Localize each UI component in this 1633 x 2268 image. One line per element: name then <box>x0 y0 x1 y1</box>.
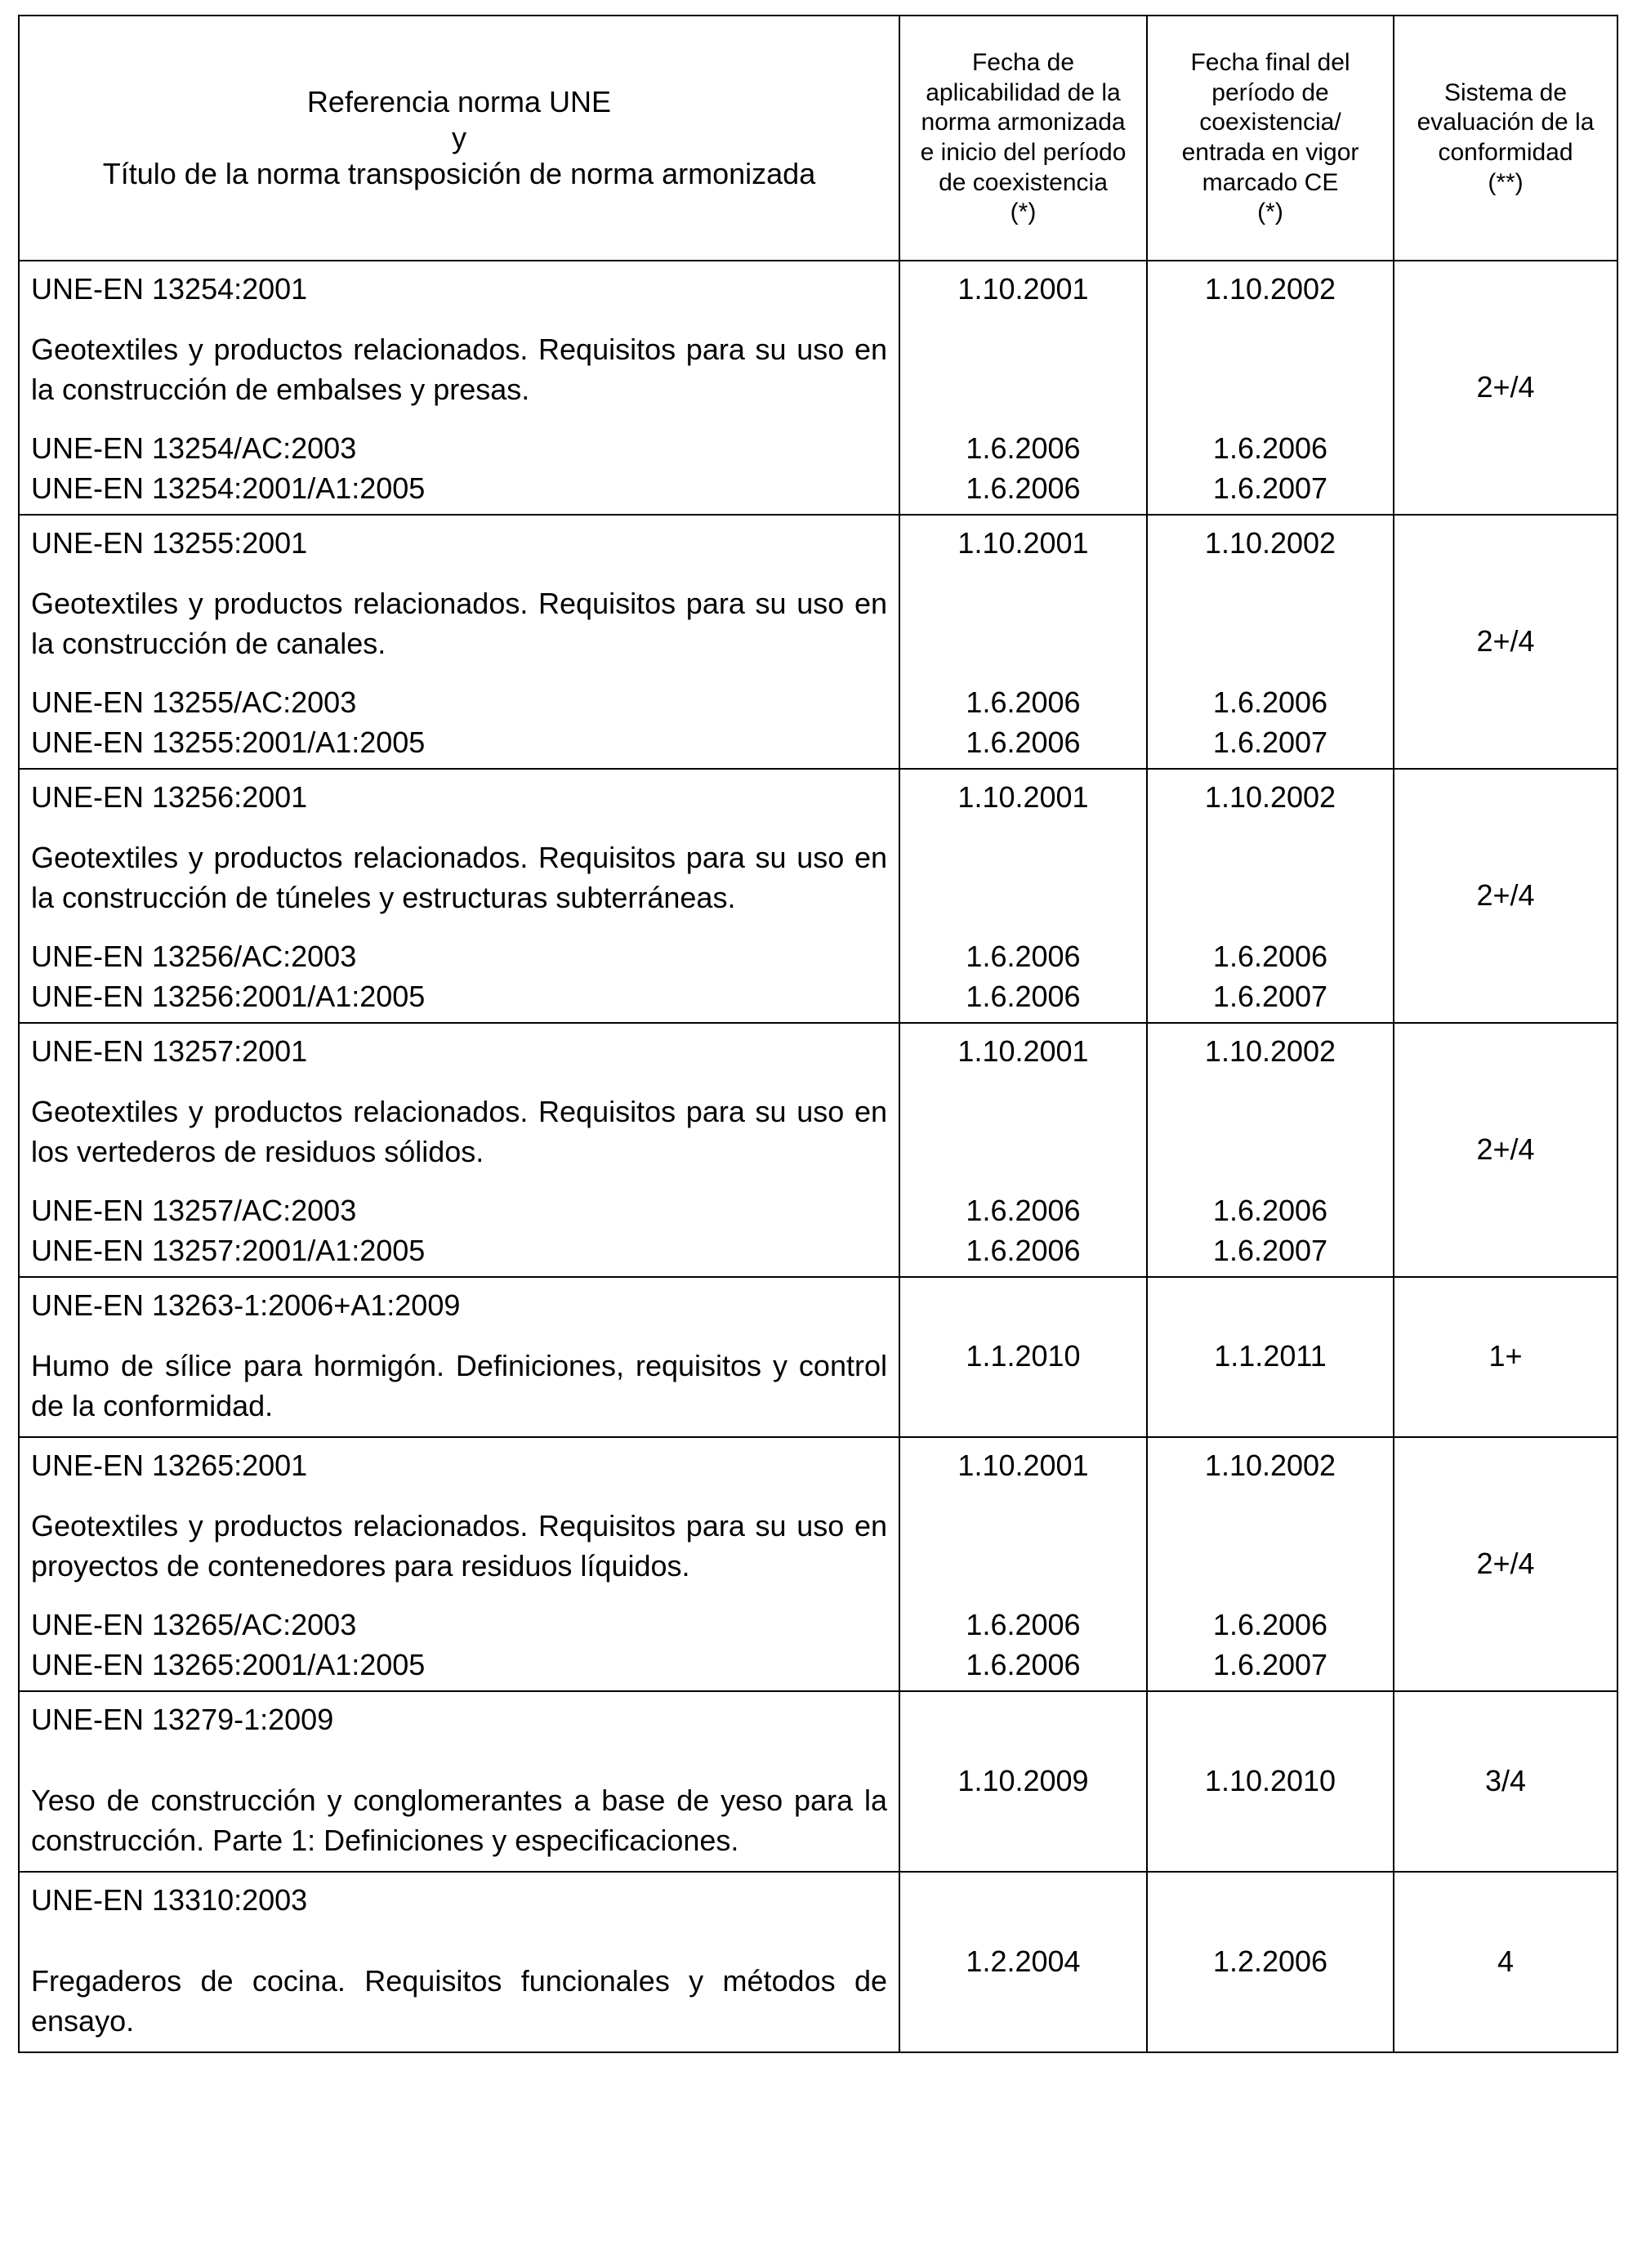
table-row <box>19 1691 1617 1872</box>
standard-ref: UNE-EN 13257:2001 <box>31 1034 308 1068</box>
amendment-ref: UNE-EN 13265/AC:2003 <box>31 1607 357 1641</box>
start-date: 1.10.2001 <box>957 1034 1089 1068</box>
standard-title: Humo de sílice para hormigón. Definiciones, requisitos y control de la conformidad. <box>31 1349 887 1422</box>
reference-cell <box>19 769 899 1023</box>
start-date: 1.10.2009 <box>899 1691 1147 1872</box>
amendment-start-date: 1.6.2006 <box>966 431 1081 465</box>
amendment-end-date: 1.6.2007 <box>1212 471 1328 505</box>
amendment-start-date: 1.6.2006 <box>966 980 1081 1013</box>
standard-ref: UNE-EN 13279-1:2009 <box>31 1702 334 1736</box>
end-date-cell <box>1147 515 1394 769</box>
start-date-cell <box>899 261 1147 515</box>
amendment-ref: UNE-EN 13255:2001/A1:2005 <box>31 725 426 759</box>
amendment-start-date: 1.6.2006 <box>966 1234 1081 1267</box>
start-date: 1.10.2001 <box>957 1448 1089 1482</box>
header-conformity-system: Sistema de evaluación de la conformidad (**) <box>1394 16 1617 261</box>
amendment-ref: UNE-EN 13265:2001/A1:2005 <box>31 1647 426 1681</box>
end-date: 1.1.2011 <box>1147 1277 1394 1437</box>
amendment-ref: UNE-EN 13254:2001/A1:2005 <box>31 471 426 505</box>
amendment-ref: UNE-EN 13255/AC:2003 <box>31 685 357 719</box>
standard-ref: UNE-EN 13265:2001 <box>31 1448 308 1482</box>
start-date-cell <box>899 769 1147 1023</box>
amendment-start-date: 1.6.2006 <box>966 685 1081 719</box>
end-date-cell <box>1147 1437 1394 1691</box>
table-row <box>19 769 1617 1023</box>
amendment-end-date: 1.6.2006 <box>1212 1194 1328 1227</box>
start-date-cell <box>899 515 1147 769</box>
conformity-system: 3/4 <box>1394 1691 1617 1872</box>
amendment-start-date: 1.6.2006 <box>966 1194 1081 1227</box>
header-reference <box>19 16 899 261</box>
reference-cell <box>19 261 899 515</box>
standard-ref: UNE-EN 13310:2003 <box>31 1882 308 1917</box>
amendment-end-date: 1.6.2006 <box>1212 940 1328 973</box>
table-row <box>19 515 1617 769</box>
reference-cell <box>19 1023 899 1277</box>
reference-cell <box>19 1691 899 1872</box>
end-date: 1.2.2006 <box>1147 1872 1394 2052</box>
conformity-system: 2+/4 <box>1394 769 1617 1023</box>
amendment-start-date: 1.6.2006 <box>966 1607 1081 1641</box>
end-date: 1.10.2002 <box>1204 526 1336 560</box>
amendment-ref: UNE-EN 13256/AC:2003 <box>31 940 357 973</box>
header-applicability-date: Fecha de aplicabilidad de la norma armonizada e inicio del período de coexistencia (*) <box>899 16 1147 261</box>
amendment-end-date: 1.6.2007 <box>1212 980 1328 1013</box>
start-date: 1.10.2001 <box>957 272 1089 306</box>
standard-title: Geotextiles y productos relacionados. Requisitos para su uso en proyectos de contenedores para residuos líquidos. <box>31 1508 887 1583</box>
amendment-end-date: 1.6.2007 <box>1212 725 1328 759</box>
conformity-system: 2+/4 <box>1394 515 1617 769</box>
conformity-system: 2+/4 <box>1394 261 1617 515</box>
amendment-ref: UNE-EN 13256:2001/A1:2005 <box>31 980 426 1013</box>
header-ref-line1: Referencia norma UNE <box>306 85 612 119</box>
amendment-ref: UNE-EN 13257/AC:2003 <box>31 1194 357 1227</box>
end-date: 1.10.2002 <box>1204 780 1336 814</box>
end-date: 1.10.2002 <box>1204 1448 1336 1482</box>
conformity-system: 2+/4 <box>1394 1023 1617 1277</box>
end-date: 1.10.2002 <box>1204 1034 1336 1068</box>
amendment-end-date: 1.6.2007 <box>1212 1234 1328 1267</box>
amendment-ref: UNE-EN 13254/AC:2003 <box>31 431 357 465</box>
start-date: 1.10.2001 <box>957 526 1089 560</box>
standard-ref: UNE-EN 13263-1:2006+A1:2009 <box>31 1288 461 1322</box>
standard-title: Fregaderos de cocina. Requisitos funcionales y métodos de ensayo. <box>31 1963 887 2038</box>
reference-cell <box>19 515 899 769</box>
standard-title: Geotextiles y productos relacionados. Requisitos para su uso en la construcción de túneles y estructuras subterráneas. <box>31 841 887 914</box>
header-ref-line3: Título de la norma transposición de norma armonizada <box>102 156 816 190</box>
table-row <box>19 1023 1617 1277</box>
reference-cell <box>19 1872 899 2052</box>
end-date-cell <box>1147 261 1394 515</box>
table-row <box>19 261 1617 515</box>
start-date: 1.10.2001 <box>957 780 1089 814</box>
standard-ref: UNE-EN 13255:2001 <box>31 526 308 560</box>
header-end-coexistence-date: Fecha final del período de coexistencia/ entrada en vigor marcado CE (*) <box>1147 16 1394 261</box>
conformity-system: 2+/4 <box>1394 1437 1617 1691</box>
end-date: 1.10.2002 <box>1204 272 1336 306</box>
start-date-cell <box>899 1437 1147 1691</box>
amendment-end-date: 1.6.2006 <box>1212 685 1328 719</box>
conformity-system: 4 <box>1394 1872 1617 2052</box>
start-date-cell <box>899 1023 1147 1277</box>
standard-title: Geotextiles y productos relacionados. Requisitos para su uso en la construcción de embalses y presas. <box>31 333 887 406</box>
table-row <box>19 1277 1617 1437</box>
amendment-start-date: 1.6.2006 <box>966 1647 1081 1681</box>
conformity-system: 1+ <box>1394 1277 1617 1437</box>
amendment-start-date: 1.6.2006 <box>966 725 1081 759</box>
amendment-end-date: 1.6.2006 <box>1212 431 1328 465</box>
header-ref-line2: y <box>452 121 466 155</box>
amendment-start-date: 1.6.2006 <box>966 940 1081 973</box>
standard-ref: UNE-EN 13254:2001 <box>31 272 308 306</box>
reference-cell <box>19 1277 899 1437</box>
amendment-end-date: 1.6.2007 <box>1212 1647 1328 1681</box>
amendment-ref: UNE-EN 13257:2001/A1:2005 <box>31 1234 426 1267</box>
standard-title: Geotextiles y productos relacionados. Requisitos para su uso en la construcción de canales. <box>31 587 887 660</box>
amendment-start-date: 1.6.2006 <box>966 471 1081 505</box>
standards-table <box>18 15 1618 2053</box>
standard-ref: UNE-EN 13256:2001 <box>31 780 308 814</box>
start-date: 1.1.2010 <box>899 1277 1147 1437</box>
amendment-end-date: 1.6.2006 <box>1212 1607 1328 1641</box>
end-date: 1.10.2010 <box>1147 1691 1394 1872</box>
table-row <box>19 1872 1617 2052</box>
reference-cell <box>19 1437 899 1691</box>
standard-title: Geotextiles y productos relacionados. Requisitos para su uso en los vertederos de residuos sólidos. <box>31 1095 887 1168</box>
table-row <box>19 1437 1617 1691</box>
end-date-cell <box>1147 769 1394 1023</box>
standard-title: Yeso de construcción y conglomerantes a base de yeso para la construcción. Parte 1: Definiciones y especificaciones. <box>31 1783 887 1857</box>
start-date: 1.2.2004 <box>899 1872 1147 2052</box>
end-date-cell <box>1147 1023 1394 1277</box>
header-row <box>19 16 1617 261</box>
